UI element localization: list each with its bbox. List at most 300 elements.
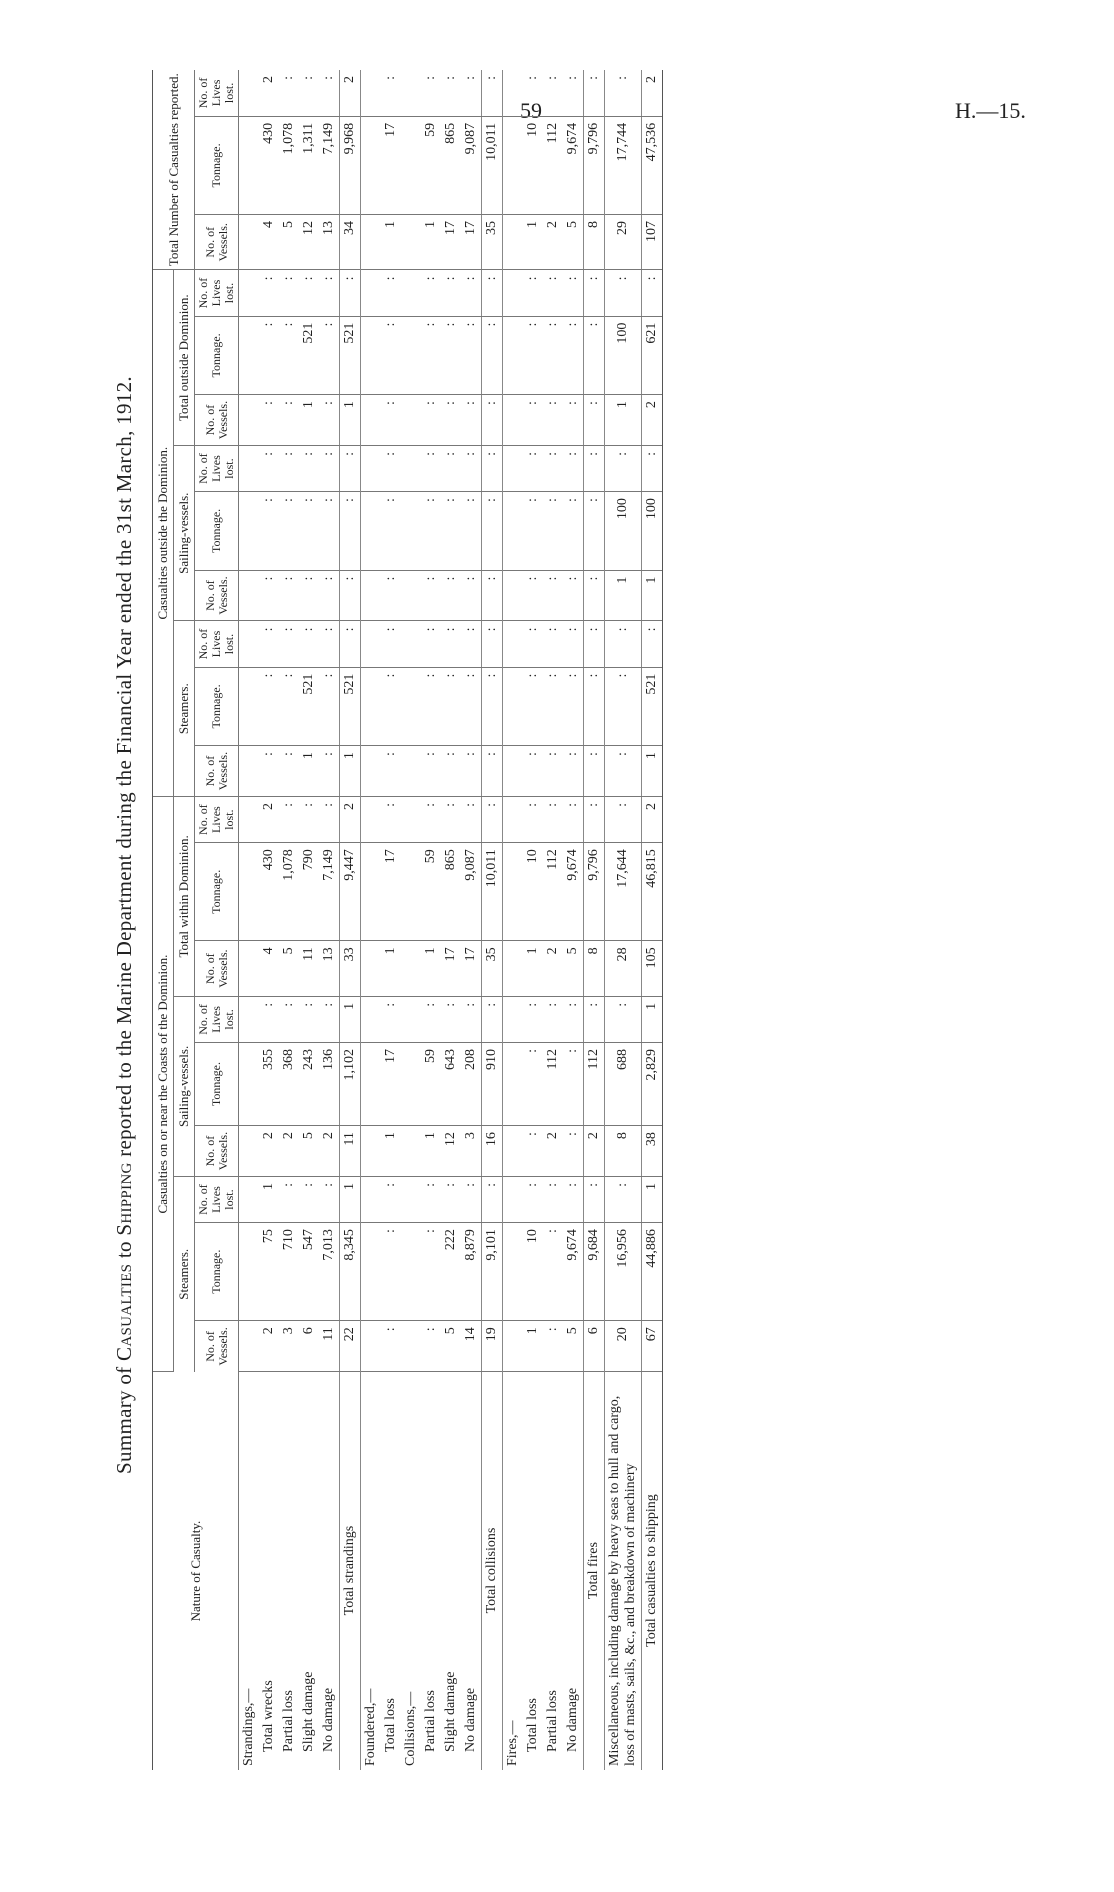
table-row (381, 70, 401, 1770)
cell-value: : (605, 270, 642, 316)
cell-value: : (584, 1176, 605, 1222)
cell-value (503, 215, 524, 270)
cell-value: : (259, 996, 279, 1042)
cell-value: : (584, 796, 605, 842)
cell-value: : (605, 667, 642, 746)
cell-value: 9,968 (340, 116, 361, 214)
header-lives: No. of Lives lost. (195, 796, 239, 842)
cell-value (401, 395, 421, 446)
cell-value: 2 (584, 1126, 605, 1177)
cell-value: : (543, 1321, 563, 1372)
cell-value: 17,644 (605, 843, 642, 941)
cell-value: : (584, 996, 605, 1042)
cell-value: : (279, 621, 299, 667)
table-row (503, 70, 524, 1770)
cell-value: 100 (642, 492, 663, 571)
cell-value (239, 215, 260, 270)
cell-value: : (381, 492, 401, 571)
cell-value: : (381, 445, 401, 491)
cell-value: : (482, 395, 503, 446)
cell-value: : (482, 445, 503, 491)
cell-value (239, 1223, 260, 1321)
title-small-caps-1: Casualties (112, 1263, 136, 1361)
table-row (239, 70, 260, 1770)
cell-value: 35 (482, 215, 503, 270)
cell-value (503, 746, 524, 797)
cell-value: : (421, 445, 441, 491)
cell-value (401, 1043, 421, 1126)
header-within-sailing: Sailing-vessels. (174, 996, 195, 1176)
cell-value (401, 843, 421, 941)
cell-value: 13 (319, 215, 340, 270)
cell-value: 1 (605, 395, 642, 446)
cell-value (503, 70, 524, 116)
cell-value: 1 (421, 941, 441, 996)
cell-value: 355 (259, 1043, 279, 1126)
cell-value: 105 (642, 941, 663, 996)
cell-value: 6 (299, 1321, 319, 1372)
cell-value: 100 (605, 492, 642, 571)
cell-value: : (381, 270, 401, 316)
cell-value: 1 (642, 996, 663, 1042)
cell-value (239, 1176, 260, 1222)
cell-value (239, 445, 260, 491)
row-label: Partial loss (545, 1690, 560, 1752)
cell-value: : (461, 1176, 482, 1222)
cell-value: : (441, 270, 461, 316)
cell-value (239, 492, 260, 571)
cell-value: : (299, 445, 319, 491)
cell-value: : (319, 492, 340, 571)
cell-value: : (563, 667, 584, 746)
cell-value (361, 667, 382, 746)
table-row (259, 70, 279, 1770)
cell-value: : (584, 570, 605, 621)
cell-value: : (319, 395, 340, 446)
cell-value: : (421, 1176, 441, 1222)
cell-value: : (461, 316, 482, 395)
header-vessels: No. of Vessels. (195, 395, 239, 446)
cell-value (401, 316, 421, 395)
header-tonnage: Tonnage. (195, 1043, 239, 1126)
table-row (401, 70, 421, 1770)
cell-value: : (319, 621, 340, 667)
cell-value: : (421, 270, 441, 316)
cell-value: : (461, 270, 482, 316)
cell-value (361, 1126, 382, 1177)
cell-value: : (482, 270, 503, 316)
cell-value: : (421, 746, 441, 797)
table-row (441, 70, 461, 1770)
cell-value: 17 (381, 843, 401, 941)
cell-value: : (523, 270, 543, 316)
cell-value: : (279, 316, 299, 395)
cell-value: 11 (299, 941, 319, 996)
cell-value: 17 (441, 215, 461, 270)
cell-value: : (381, 1223, 401, 1321)
cell-value: : (563, 395, 584, 446)
cell-value (401, 996, 421, 1042)
table-row (563, 70, 584, 1770)
cell-value: 1,102 (340, 1043, 361, 1126)
cell-value: 368 (279, 1043, 299, 1126)
cell-value: : (461, 492, 482, 571)
header-lives: No. of Lives lost. (195, 621, 239, 667)
row-label: Total collisions (482, 1372, 503, 1770)
header-vessels: No. of Vessels. (195, 215, 239, 270)
cell-value: : (421, 316, 441, 395)
row-label: No damage (463, 1687, 478, 1752)
cell-value: : (543, 492, 563, 571)
cell-value: 1 (381, 215, 401, 270)
cell-value: 9,796 (584, 843, 605, 941)
table-row (605, 70, 642, 1770)
cell-value (239, 1321, 260, 1372)
cell-value (503, 941, 524, 996)
cell-value: : (563, 492, 584, 571)
cell-value: : (523, 70, 543, 116)
cell-value: : (461, 796, 482, 842)
row-label: Fires,— (505, 1720, 520, 1766)
cell-value: 521 (340, 667, 361, 746)
cell-value (239, 316, 260, 395)
cell-value: : (381, 746, 401, 797)
cell-value: 2 (319, 1126, 340, 1177)
cell-value: 1 (642, 746, 663, 797)
cell-value: : (381, 796, 401, 842)
cell-value: 1 (340, 1176, 361, 1222)
row-label: Partial loss (423, 1690, 438, 1752)
cell-value: 8 (584, 215, 605, 270)
cell-value (503, 1223, 524, 1321)
cell-value (503, 843, 524, 941)
cell-value: : (421, 395, 441, 446)
header-tonnage: Tonnage. (195, 116, 239, 214)
cell-value: 7,013 (319, 1223, 340, 1321)
cell-value (503, 796, 524, 842)
cell-value: : (340, 492, 361, 571)
cell-value: 2 (259, 796, 279, 842)
cell-value (361, 796, 382, 842)
cell-value: : (543, 570, 563, 621)
cell-value: 430 (259, 116, 279, 214)
cell-value (239, 667, 260, 746)
cell-value: : (259, 746, 279, 797)
cell-value: : (543, 621, 563, 667)
title-rest: reported to the Marine Department during the Financial Year ended the 31st March, 1912. (112, 376, 136, 1163)
row-label: Total fires (584, 1372, 605, 1770)
cell-value: 1 (299, 395, 319, 446)
header-vessels: No. of Vessels. (195, 1321, 239, 1372)
cell-value (401, 215, 421, 270)
cell-value: 1 (421, 215, 441, 270)
title-prefix: Summary of (112, 1360, 136, 1474)
cell-value: : (421, 621, 441, 667)
cell-value: 5 (279, 215, 299, 270)
cell-value: : (461, 570, 482, 621)
cell-value: : (584, 746, 605, 797)
cell-value: 6 (584, 1321, 605, 1372)
cell-value: : (381, 70, 401, 116)
cell-value: 9,087 (461, 843, 482, 941)
cell-value (401, 667, 421, 746)
cell-value: 75 (259, 1223, 279, 1321)
header-total-within: Total within Dominion. (174, 796, 195, 996)
row-label: Collisions,— (403, 1691, 418, 1766)
cell-value: : (441, 316, 461, 395)
cell-value: : (543, 796, 563, 842)
cell-value: 2 (543, 1126, 563, 1177)
cell-value: 33 (340, 941, 361, 996)
cell-value: 4 (259, 941, 279, 996)
cell-value (401, 492, 421, 571)
cell-value (239, 395, 260, 446)
header-outside: Casualties outside the Dominion. (153, 270, 174, 797)
rotated-table-region (112, 50, 1114, 1800)
cell-value: : (441, 570, 461, 621)
cell-value: : (441, 492, 461, 571)
cell-value: 2 (340, 796, 361, 842)
cell-value: : (279, 445, 299, 491)
header-lives: No. of Lives lost. (195, 70, 239, 116)
row-label: Slight damage (443, 1671, 458, 1752)
cell-value (503, 570, 524, 621)
header-tonnage: Tonnage. (195, 843, 239, 941)
cell-value: 1 (642, 570, 663, 621)
cell-value: : (299, 621, 319, 667)
cell-value: : (461, 70, 482, 116)
cell-value: : (259, 445, 279, 491)
cell-value (361, 1176, 382, 1222)
header-lives: No. of Lives lost. (195, 996, 239, 1042)
cell-value: : (605, 746, 642, 797)
cell-value: : (543, 1176, 563, 1222)
cell-value: 865 (441, 116, 461, 214)
cell-value (239, 1043, 260, 1126)
cell-value: : (259, 667, 279, 746)
row-label: Total loss (525, 1698, 540, 1752)
cell-value: : (259, 621, 279, 667)
cell-value: 243 (299, 1043, 319, 1126)
cell-value: 10,011 (482, 843, 503, 941)
cell-value: : (482, 70, 503, 116)
cell-value: : (319, 746, 340, 797)
cell-value: : (421, 492, 441, 571)
cell-value: 710 (279, 1223, 299, 1321)
cell-value: : (642, 445, 663, 491)
cell-value (239, 270, 260, 316)
cell-value: : (523, 621, 543, 667)
cell-value: : (319, 667, 340, 746)
cell-value: : (543, 445, 563, 491)
header-vessels: No. of Vessels. (195, 570, 239, 621)
cell-value: : (299, 70, 319, 116)
cell-value: 20 (605, 1321, 642, 1372)
cell-value: 112 (543, 1043, 563, 1126)
cell-value: 8,879 (461, 1223, 482, 1321)
cell-value: 17 (381, 116, 401, 214)
cell-value: : (523, 445, 543, 491)
cell-value: : (259, 570, 279, 621)
cell-value: : (523, 492, 543, 571)
row-label: Foundered,— (363, 1688, 378, 1766)
cell-value: 547 (299, 1223, 319, 1321)
cell-value: : (543, 667, 563, 746)
cell-value: : (543, 70, 563, 116)
cell-value: : (279, 667, 299, 746)
casualty-summary-table (152, 70, 663, 1770)
cell-value: : (441, 796, 461, 842)
cell-value (503, 492, 524, 571)
cell-value: 35 (482, 941, 503, 996)
cell-value: : (605, 1176, 642, 1222)
cell-value (503, 667, 524, 746)
cell-value: : (482, 667, 503, 746)
cell-value: 100 (605, 316, 642, 395)
header-within: Casualties on or near the Coasts of the Dominion. (153, 796, 174, 1371)
cell-value: : (421, 796, 441, 842)
cell-value (239, 941, 260, 996)
cell-value: 5 (563, 215, 584, 270)
cell-value: 1 (523, 1321, 543, 1372)
cell-value: : (523, 796, 543, 842)
cell-value: : (279, 395, 299, 446)
cell-value: 9,101 (482, 1223, 503, 1321)
header-tonnage: Tonnage. (195, 667, 239, 746)
cell-value: : (543, 746, 563, 797)
cell-value: : (381, 996, 401, 1042)
cell-value: : (563, 996, 584, 1042)
cell-value: 790 (299, 843, 319, 941)
cell-value: 5 (563, 1321, 584, 1372)
cell-value: : (381, 395, 401, 446)
cell-value: 222 (441, 1223, 461, 1321)
cell-value: 47,536 (642, 116, 663, 214)
cell-value: 10,011 (482, 116, 503, 214)
cell-value: 5 (279, 941, 299, 996)
cell-value: 521 (642, 667, 663, 746)
row-label: Strandings,— (241, 1688, 256, 1766)
table-row (319, 70, 340, 1770)
cell-value: 1 (299, 746, 319, 797)
cell-value: : (563, 70, 584, 116)
table-body (239, 70, 663, 1770)
cell-value: : (340, 621, 361, 667)
cell-value: 1 (381, 1126, 401, 1177)
cell-value: : (319, 1176, 340, 1222)
cell-value: : (543, 270, 563, 316)
cell-value: : (279, 996, 299, 1042)
cell-value: : (299, 1176, 319, 1222)
cell-value: 17 (381, 1043, 401, 1126)
cell-value: 430 (259, 843, 279, 941)
cell-value: 136 (319, 1043, 340, 1126)
cell-value: : (461, 445, 482, 491)
cell-value: : (441, 70, 461, 116)
cell-value: 688 (605, 1043, 642, 1126)
cell-value: : (421, 996, 441, 1042)
cell-value: : (605, 996, 642, 1042)
cell-value (401, 621, 421, 667)
cell-value: : (441, 1176, 461, 1222)
cell-value: 2 (543, 941, 563, 996)
cell-value: 67 (642, 1321, 663, 1372)
cell-value: 1 (421, 1126, 441, 1177)
cell-value: 12 (299, 215, 319, 270)
cell-value (503, 621, 524, 667)
cell-value: 9,796 (584, 116, 605, 214)
header-vessels: No. of Vessels. (195, 1126, 239, 1177)
cell-value: 2 (642, 395, 663, 446)
cell-value: 1 (381, 941, 401, 996)
cell-value: 28 (605, 941, 642, 996)
cell-value: 2 (543, 215, 563, 270)
cell-value (401, 1223, 421, 1321)
cell-value: : (279, 570, 299, 621)
cell-value: 4 (259, 215, 279, 270)
cell-value: : (319, 570, 340, 621)
cell-value (361, 570, 382, 621)
cell-value: 2 (642, 70, 663, 116)
row-label: Miscellaneous, including damage by heavy seas to hull and cargo, loss of masts, sails, &c., and breakdown of machinery (607, 1395, 638, 1766)
cell-value: 2 (259, 1126, 279, 1177)
header-lives: No. of Lives lost. (195, 270, 239, 316)
cell-value (239, 996, 260, 1042)
cell-value: : (563, 796, 584, 842)
cell-value: 2 (340, 70, 361, 116)
page-reference: H.—15. (955, 98, 1026, 123)
cell-value: : (461, 667, 482, 746)
header-within-steamers: Steamers. (174, 1176, 195, 1371)
cell-value (503, 316, 524, 395)
cell-value (361, 1321, 382, 1372)
cell-value: : (482, 796, 503, 842)
row-label: Partial loss (281, 1690, 296, 1752)
header-tonnage: Tonnage. (195, 1223, 239, 1321)
cell-value: : (381, 1321, 401, 1372)
cell-value: : (279, 1176, 299, 1222)
cell-value: 59 (421, 1043, 441, 1126)
cell-value: 16,956 (605, 1223, 642, 1321)
cell-value: 9,087 (461, 116, 482, 214)
cell-value: : (563, 316, 584, 395)
cell-value: : (319, 70, 340, 116)
cell-value: : (319, 996, 340, 1042)
cell-value: : (340, 270, 361, 316)
cell-value (401, 796, 421, 842)
cell-value: 5 (299, 1126, 319, 1177)
cell-value: 1 (259, 1176, 279, 1222)
cell-value (239, 621, 260, 667)
cell-value: : (563, 1176, 584, 1222)
cell-value: : (584, 621, 605, 667)
cell-value: 5 (563, 941, 584, 996)
cell-value: 2 (259, 1321, 279, 1372)
cell-value: 11 (319, 1321, 340, 1372)
cell-value: : (584, 316, 605, 395)
cell-value: : (563, 270, 584, 316)
cell-value: : (441, 667, 461, 746)
table-row (421, 70, 441, 1770)
cell-value: : (381, 667, 401, 746)
header-tonnage: Tonnage. (195, 316, 239, 395)
cell-value: : (642, 270, 663, 316)
cell-value: : (605, 796, 642, 842)
table-row (584, 70, 605, 1770)
cell-value: 8 (605, 1126, 642, 1177)
cell-value: 38 (642, 1126, 663, 1177)
cell-value (239, 843, 260, 941)
